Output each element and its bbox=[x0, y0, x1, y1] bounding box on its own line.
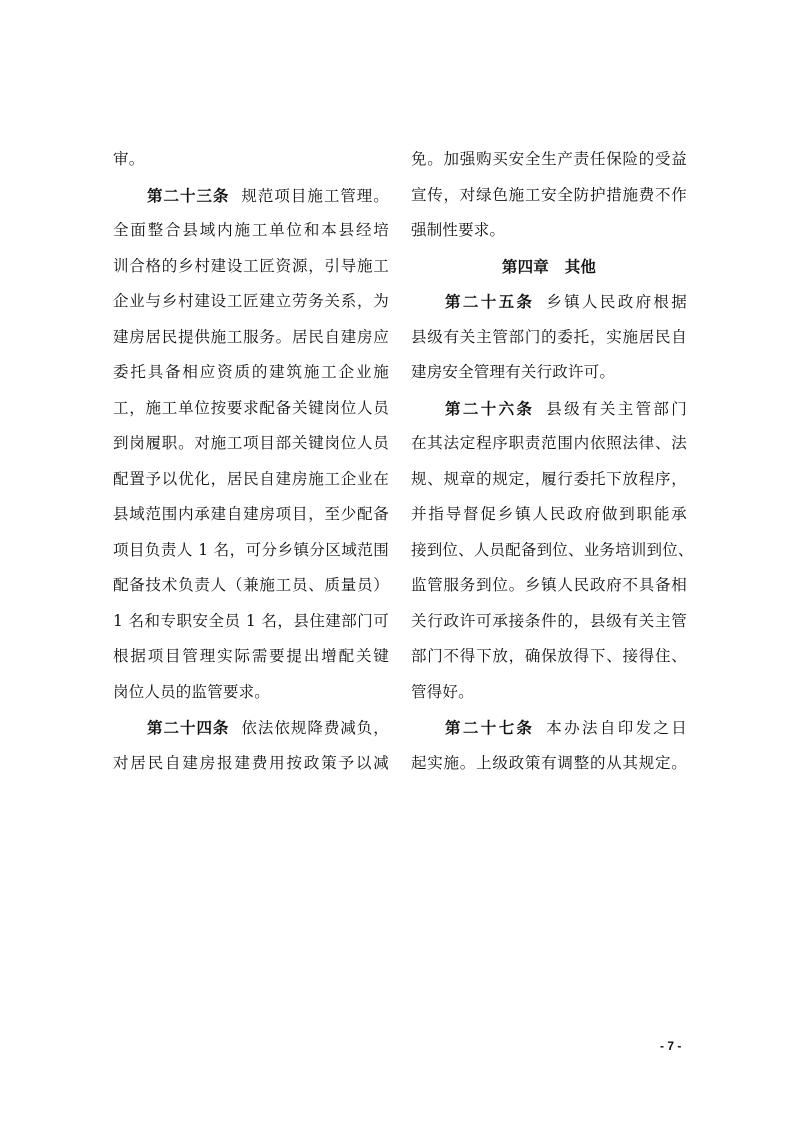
text-line: 项目负责人 1 名，可分乡镇分区域范围 bbox=[113, 540, 389, 559]
text-line: 起实施。上级政策有调整的从其规定。 bbox=[411, 753, 687, 772]
text-line: 全面整合县域内施工单位和本县经培 bbox=[113, 221, 389, 239]
text-line: 配备技术负责人（兼施工员、质量员） bbox=[113, 576, 389, 594]
article-line bbox=[411, 284, 687, 320]
text-line: 强制性要求。 bbox=[411, 221, 506, 239]
chapter-heading: 第四章 其他 bbox=[501, 256, 597, 276]
text-line: 审。 bbox=[113, 150, 145, 168]
article-line bbox=[411, 391, 687, 427]
article-text: 依法依规降费减负， bbox=[241, 719, 389, 737]
text-line: 部门不得下放，确保放得下、接得住、 bbox=[411, 647, 687, 665]
article-text: 乡镇人民政府根据 bbox=[546, 293, 687, 311]
text-line: 县级有关主管部门的委托，实施居民自 bbox=[411, 327, 687, 346]
article-line bbox=[113, 710, 389, 746]
left-column bbox=[113, 142, 389, 781]
text-line: 规、规章的规定，履行委托下放程序， bbox=[411, 469, 687, 488]
text-line: 宣传，对绿色施工安全防护措施费不作 bbox=[411, 185, 687, 204]
article-heading: 第二十三条 bbox=[147, 185, 230, 205]
article-heading: 第二十七条 bbox=[445, 718, 535, 737]
text-line: 对居民自建房报建费用按政策予以减 bbox=[113, 753, 389, 772]
text-line: 到岗履职。对施工项目部关键岗位人员 bbox=[113, 434, 389, 452]
text-line: 工，施工单位按要求配备关键岗位人员 bbox=[113, 398, 389, 417]
text-line: 岗位人员的监管要求。 bbox=[113, 682, 271, 701]
text-line: 1 名和专职安全员 1 名，县住建部门可 bbox=[113, 611, 389, 630]
text-line: 建房居民提供施工服务。居民自建房应 bbox=[113, 327, 389, 346]
text-line: 并指导督促乡镇人民政府做到职能承 bbox=[411, 505, 687, 523]
article-text: 本办法自印发之日 bbox=[546, 719, 687, 737]
article-heading: 第二十五条 bbox=[445, 292, 535, 311]
text-line: 监管服务到位。乡镇人民政府不具备相 bbox=[411, 576, 687, 594]
text-line: 企业与乡村建设工匠建立劳务关系，为 bbox=[113, 292, 389, 310]
article-text: 规范项目施工管理。 bbox=[241, 186, 389, 205]
text-line: 县域范围内承建自建房项目，至少配备 bbox=[113, 505, 389, 523]
article-line bbox=[113, 178, 389, 214]
article-line bbox=[411, 710, 687, 746]
text-line: 委托具备相应资质的建筑施工企业施 bbox=[113, 363, 389, 381]
text-line: 配置予以优化，居民自建房施工企业在 bbox=[113, 469, 389, 488]
page-number: - 7 - bbox=[660, 1039, 682, 1053]
article-heading: 第二十四条 bbox=[147, 718, 230, 737]
text-line: 关行政许可承接条件的，县级有关主管 bbox=[411, 611, 687, 630]
right-column bbox=[411, 142, 694, 781]
text-line: 根据项目管理实际需要提出增配关键 bbox=[113, 647, 389, 665]
text-line: 管得好。 bbox=[411, 682, 474, 701]
text-line: 在其法定程序职责范围内依照法律、法 bbox=[411, 434, 687, 452]
article-text: 县级有关主管部门 bbox=[546, 399, 687, 418]
article-heading: 第二十六条 bbox=[445, 398, 535, 418]
text-line: 免。加强购买安全生产责任保险的受益 bbox=[411, 150, 687, 168]
text-line: 接到位、人员配备到位、业务培训到位、 bbox=[411, 540, 694, 559]
text-line: 建房安全管理有关行政许可。 bbox=[411, 363, 616, 381]
text-line: 训合格的乡村建设工匠资源，引导施工 bbox=[113, 256, 389, 275]
